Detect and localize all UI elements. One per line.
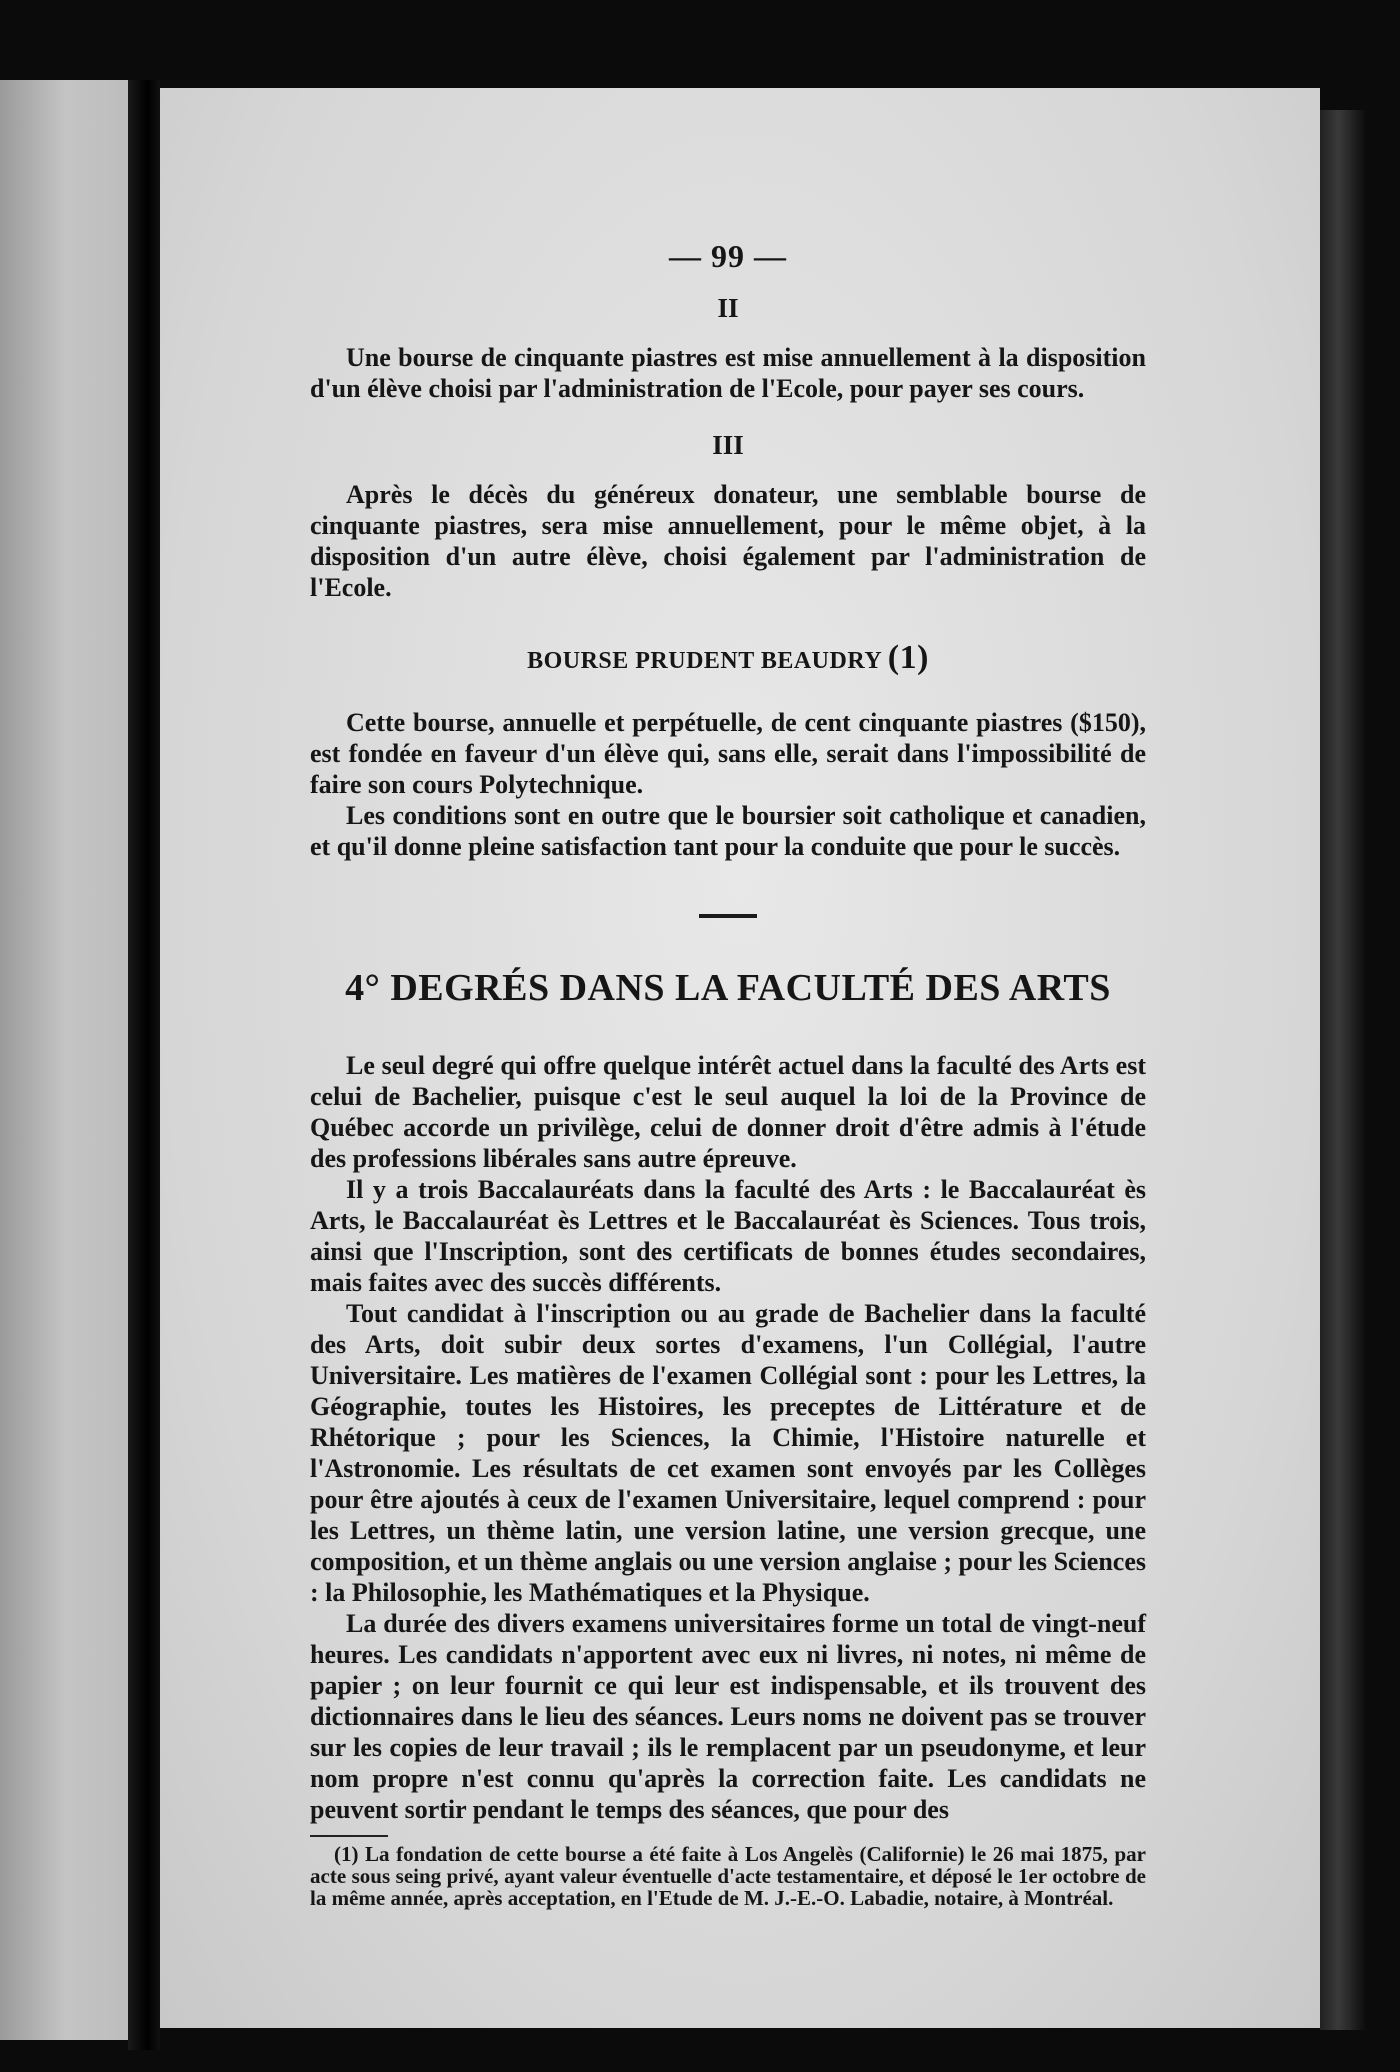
section-heading-iii: III [712,430,744,460]
degrees-paragraph: Il y a trois Baccalauréats dans la faculté des Arts : le Baccalauréat ès Arts, le Baccalauréat ès Lettres et le Baccalauréat ès Sciences. Tous trois, ainsi que l'Inscription, sont des certificats de bonnes études secondaires, mais faites avec des succès différents. [310,1175,1146,1297]
section-divider [699,914,757,918]
page-number: — 99 — [669,238,787,274]
book-right-edge [1320,110,1366,2030]
degrees-paragraph: Le seul degré qui offre quelque intérêt actuel dans la faculté des Arts est celui de Bachelier, puisque c'est le seul auquel la loi de la Province de Québec accorde un privilège, celui de donner droit d'être admis à l'étude des professions libérales sans autre épreuve. [310,1051,1146,1173]
book-page [160,88,1320,2028]
footnote-reference: (1) [887,639,929,676]
bourse-title-text: BOURSE PRUDENT BEAUDRY [527,648,882,674]
left-page-edge [0,80,130,2040]
bourse-title [310,639,1146,677]
page-content [310,238,1146,1909]
degrees-paragraph: Tout candidat à l'inscription ou au grade de Bachelier dans la faculté des Arts, doit subir deux sortes d'examens, l'un Collégial, l'autre Universitaire. Les matières de l'examen Collégial sont : pour les Lettres, la Géographie, toutes les Histoires, les preceptes de Littérature et de Rhétorique ; pour les Sciences, la Chimie, l'Histoire naturelle et l'Astronomie. Les résultats de cet examen sont envoyés par les Collèges pour être ajoutés à ceux de l'examen Universitaire, lequel comprend : pour les Lettres, un thème latin, une version latine, une version grecque, une composition, et un thème anglais ou une version anglaise ; pour les Sciences : la Philosophie, les Mathématiques et la Physique. [310,1299,1146,1607]
book-gutter [128,80,160,2050]
bourse-paragraph: Cette bourse, annuelle et perpétuelle, de cent cinquante piastres ($150), est fondée en faveur d'un élève qui, sans elle, serait dans l'impossibilité de faire son cours Polytechnique. [310,708,1146,799]
degrees-paragraph: La durée des divers examens universitaires forme un total de vingt-neuf heures. Les candidats n'apportent avec eux ni livres, ni notes, ni même de papier ; on leur fournit ce qui leur est indispensable, et ils trouvent des dictionnaires dans le lieu des séances. Leurs noms ne doivent pas se trouver sur les copies de leur travail ; ils le remplacent par un pseudonyme, et leur nom propre n'est connu qu'après la correction faite. Les candidats ne peuvent sortir pendant le temps des séances, que pour des [310,1609,1146,1824]
section-ii-paragraph: Une bourse de cinquante piastres est mise annuellement à la disposition d'un élève choisi par l'administration de l'Ecole, pour payer ses cours. [310,343,1146,403]
footnote: (1) La fondation de cette bourse a été faite à Los Angelès (Californie) le 26 mai 1875, par acte sous seing privé, ayant valeur éventuelle d'acte testamentaire, et déposé le 1er octobre de la même année, après acceptation, en l'Etude de M. J.-E.-O. Labadie, notaire, à Montréal. [310,1842,1146,1910]
section-iii-paragraph: Après le décès du généreux donateur, une semblable bourse de cinquante piastres, sera mise annuellement, pour le même objet, à la disposition d'un autre élève, choisi également par l'administration de l'Ecole. [310,480,1146,602]
section-heading-degrees: 4° DEGRÉS DANS LA FACULTÉ DES ARTS [345,967,1111,1009]
footnote-rule [310,1835,388,1837]
section-heading-ii: II [717,293,739,323]
bourse-paragraph: Les conditions sont en outre que le boursier soit catholique et canadien, et qu'il donne pleine satisfaction tant pour la conduite que pour le succès. [310,801,1146,861]
